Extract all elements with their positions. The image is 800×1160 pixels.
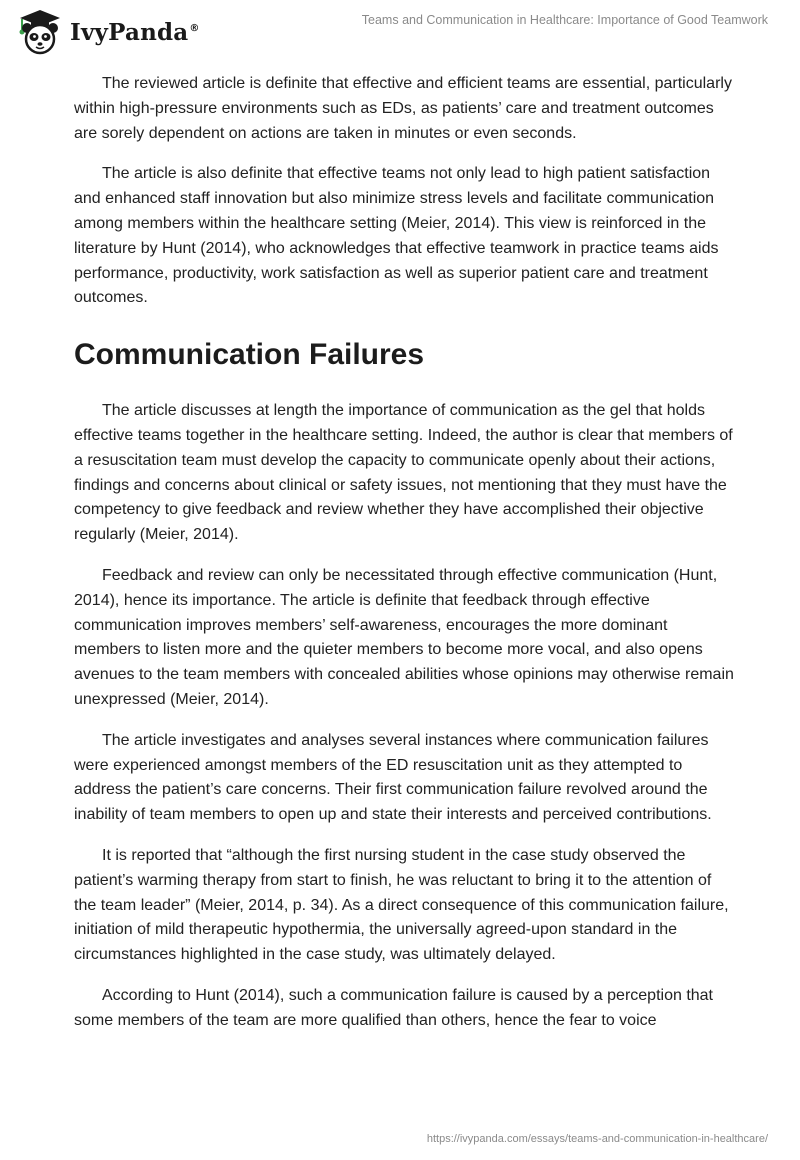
source-url[interactable]: https://ivypanda.com/essays/teams-and-communication-in-healthcare/ <box>426 1133 768 1145</box>
ivypanda-logo[interactable] <box>14 8 200 56</box>
paragraph: The article is also definite that effective teams not only lead to high patient satisfaction and enhanced staff innovation but also minimize stress levels and facilitate communication among members within the healthcare setting (Meier, 2014). This view is reinforced in the literature by Hunt (2014), who acknowledges that effective teamwork in practice teams aids performance, productivity, work satisfaction as well as superior patient care and treatment outcomes. <box>74 165 719 307</box>
paragraph: The reviewed article is definite that effective and efficient teams are essential, particularly within high-pressure environments such as EDs, as patients’ care and treatment outcomes are sorely dependent on actions are taken in minutes or even seconds. <box>74 75 732 142</box>
paragraph: It is reported that “although the first nursing student in the case study observed the patient’s warming therapy from start to finish, he was reluctant to bring it to the attention of the team leader” (Meier, 2014, p. 34). As a direct consequence of this communication failure, initiation of mild therapeutic hypothermia, the universally agreed-upon standard in the circumstances highlighted in the case study, was ultimately delayed. <box>74 846 729 964</box>
page-header <box>0 0 800 60</box>
paragraph: Feedback and review can only be necessitated through effective communication (Hunt, 2014), hence its importance. The article is definite that feedback through effective communication improves members’ self-awareness, encourages the more dominant members to listen more and the quieter members to become more vocal, and also opens avenues to the team members with concealed abilities whose opinions may otherwise remain unexpressed (Meier, 2014). <box>74 566 734 708</box>
brand-name: IvyPanda® <box>70 18 200 46</box>
paragraph: According to Hunt (2014), such a communication failure is caused by a perception that some members of the team are more qualified than others, hence the fear to voice <box>74 986 713 1029</box>
paragraph: The article investigates and analyses several instances where communication failures were experienced amongst members of the ED resuscitation unit as they attempted to address the patient’s care concerns. Their first communication failure revolved around the inability of team members to open up and state their interests and perceived contributions. <box>74 731 712 824</box>
section-heading: Communication Failures <box>74 338 425 372</box>
essay-content <box>74 72 734 1050</box>
panda-graduate-icon <box>14 8 66 56</box>
document-title: Teams and Communication in Healthcare: Importance of Good Teamwork <box>361 13 768 27</box>
paragraph: The article discusses at length the importance of communication as the gel that holds effective teams together in the healthcare setting. Indeed, the author is clear that members of a resuscitation team must develop the capacity to communicate openly about their actions, findings and concerns about clinical or safety issues, not mentioning that they must have the competency to give feedback and review whether they have accomplished their objective regularly (Meier, 2014). <box>74 402 733 544</box>
registered-mark: ® <box>189 22 200 34</box>
